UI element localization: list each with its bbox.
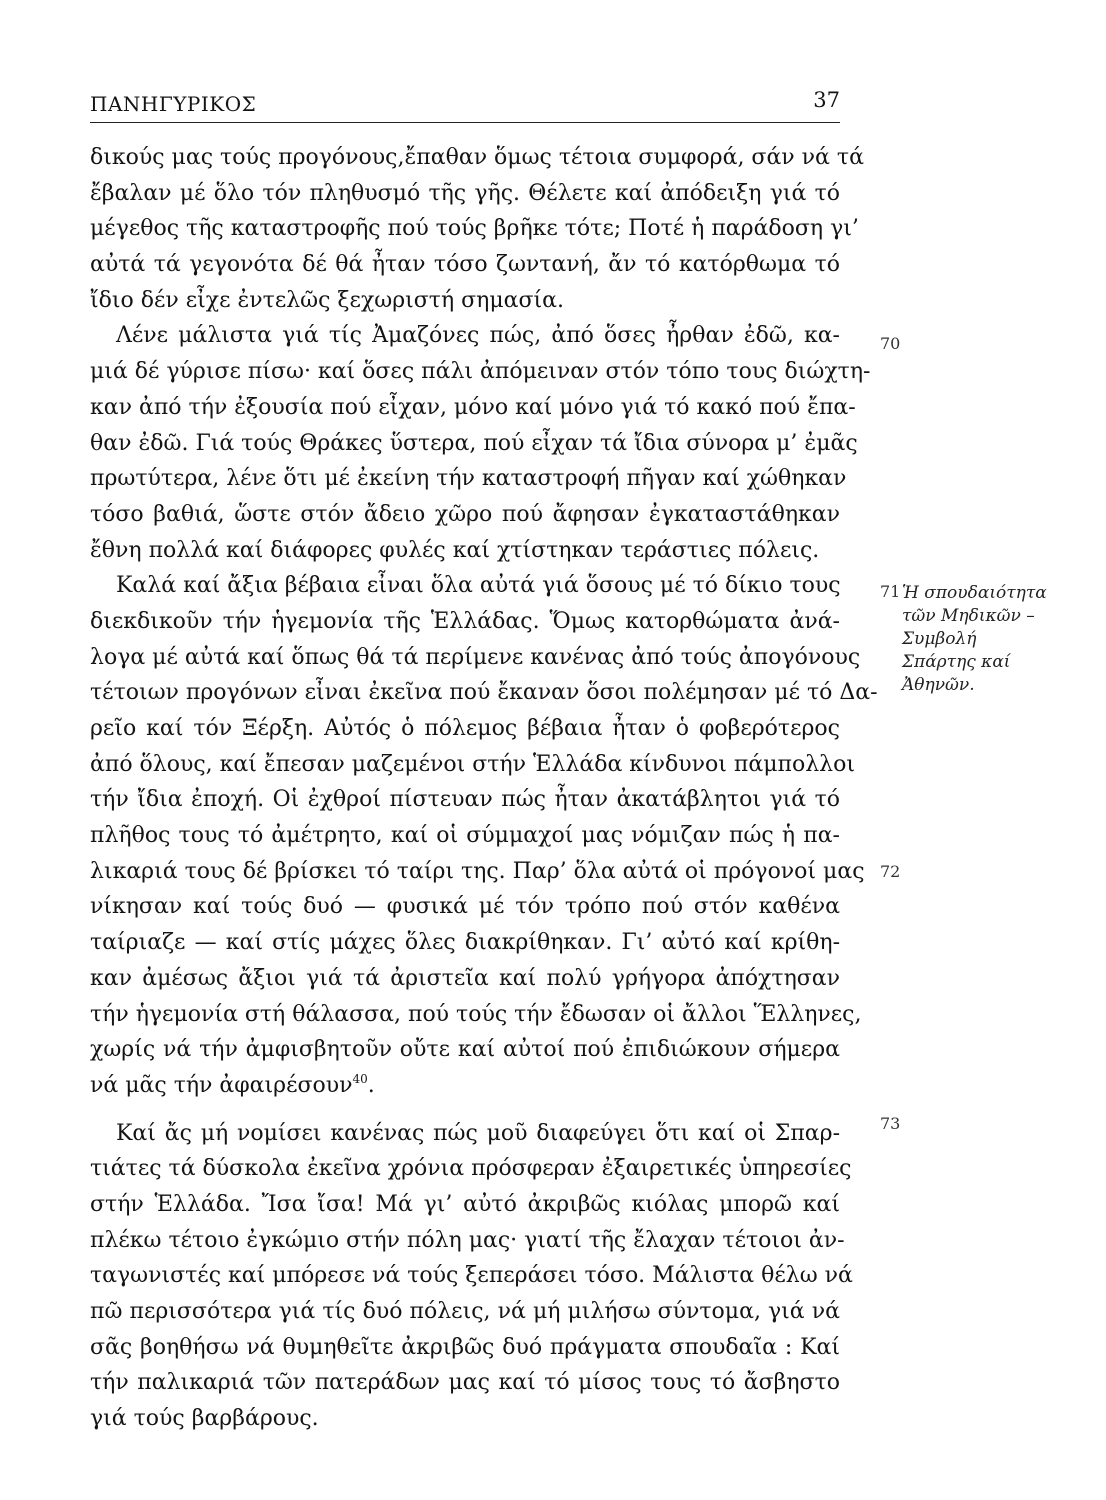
text-line: διεκδικοῦν τήν ἡγεμονία τῆς Ἑλλάδας. Ὅμως κατορθώματα ἀνά-	[90, 608, 840, 634]
body-text	[90, 140, 878, 1437]
text-line: τέτοιων προγόνων εἶναι ἐκεῖνα πού ἔκαναν ὅσοι πολέμησαν μέ τό Δα-	[90, 680, 878, 706]
text-line: λογα μέ αὐτά καί ὅπως θά τά περίμενε κανένας ἀπό τούς ἀπογόνους	[90, 644, 861, 670]
text-line: τιάτες τά δύσκολα ἐκεῖνα χρόνια πρόσφεραν ἐξαιρετικές ὑπηρεσίες	[90, 1156, 852, 1182]
footnote-marker: 40	[352, 1071, 368, 1086]
text-line: τόσο βαθιά, ὥστε στόν ἄδειο χῶρο πού ἄφησαν ἐγκαταστάθηκαν	[90, 501, 840, 527]
text-line: ἀπό ὅλους, καί ἔπεσαν μαζεμένοι στήν Ἑλλάδα κίνδυνοι πάμπολλοι	[90, 751, 855, 777]
text-line: δικούς μας τούς προγόνους,ἔπαθαν ὅμως τέτοια συμφορά, σάν νά τά	[90, 145, 864, 170]
text-line: νίκησαν καί τούς δυό — φυσικά μέ τόν τρόπο πού στόν καθένα	[90, 894, 840, 920]
text-line: καν ἀμέσως ἄξιοι γιά τά ἀριστεῖα καί πολύ γρήγορα ἀπόχτησαν	[90, 965, 840, 991]
text-line: πῶ περισσότερα γιά τίς δυό πόλεις, νά μή μιλήσω σύντομα, γιά νά	[90, 1299, 840, 1324]
text-line: χωρίς νά τήν ἀμφισβητοῦν οὔτε καί αὐτοί πού ἐπιδιώκουν σήμερα	[90, 1037, 840, 1063]
running-title: ΠΑΝΗΓΥΡΙΚΟΣ	[90, 92, 257, 116]
text-line: τήν ἴδια ἐποχή. Οἱ ἐχθροί πίστευαν πώς ἦταν ἀκατάβλητοι γιά τό	[90, 787, 840, 813]
margin-note: Ἡ σπουδαιότητα τῶν Μηδικῶν – Συμβολή Σπάρτης καί Ἀθηνῶν.	[902, 583, 1047, 695]
paragraph-number: 72	[880, 862, 901, 881]
text-line: ταίριαζε — καί στίς μάχες ὅλες διακρίθηκαν. Γι’ αὐτό καί κρίθη-	[90, 930, 840, 956]
text-line: σᾶς βοηθήσω νά θυμηθεῖτε ἀκριβῶς δυό πράγματα σπουδαῖα : Καί	[90, 1334, 840, 1360]
text-line: καν ἀπό τήν ἐξουσία πού εἶχαν, μόνο καί μόνο γιά τό κακό πού ἔπα-	[90, 394, 856, 420]
text-line: αὐτά τά γεγονότα δέ θά ἦταν τόσο ζωντανή, ἄν τό κατόρθωμα τό	[90, 252, 840, 278]
text-line: λικαριά τους δέ βρίσκει τό ταίρι της. Παρ’ ὅλα αὐτά οἱ πρόγονοί μας	[90, 858, 865, 884]
text-line: γιά τούς βαρβάρους.	[90, 1406, 319, 1432]
text-line: πρωτύτερα, λένε ὅτι μέ ἐκείνη τήν καταστροφή πῆγαν καί χώθηκαν	[90, 466, 847, 492]
text-line: πλέκω τέτοιο ἐγκώμιο στήν πόλη μας· γιατί τῆς ἔλαχαν τέτοιοι ἀν-	[90, 1227, 845, 1253]
running-head	[90, 86, 840, 123]
text-line: Λένε μάλιστα γιά τίς Ἀμαζόνες πώς, ἀπό ὅσες ἦρθαν ἐδῶ, κα-	[116, 323, 840, 349]
text-line: θαν ἐδῶ. Γιά τούς Θράκες ὕστερα, πού εἶχαν τά ἴδια σύνορα μ’ ἐμᾶς	[90, 430, 858, 456]
text-line: Καί ἄς μή νομίσει κανένας πώς μοῦ διαφεύγει ὅτι καί οἱ Σπαρ-	[116, 1120, 840, 1146]
paragraph-number: 71	[880, 582, 901, 601]
text-line: μιά δέ γύρισε πίσω· καί ὅσες πάλι ἀπόμειναν στόν τόπο τους διώχτη-	[90, 359, 871, 385]
text-line-with-footnote	[90, 1068, 840, 1104]
text-line: ἔθνη πολλά καί διάφορες φυλές καί χτίστηκαν τεράστιες πόλεις.	[90, 537, 820, 563]
text-line: μέγεθος τῆς καταστροφῆς πού τούς βρῆκε τότε; Ποτέ ἡ παράδοση γι’	[90, 216, 859, 242]
footnote-tail: .	[367, 1072, 375, 1098]
text-line: τήν ἡγεμονία στή θάλασσα, πού τούς τήν ἔδωσαν οἱ ἄλλοι Ἕλληνες,	[90, 1001, 862, 1027]
text-line: τήν παλικαριά τῶν πατεράδων μας καί τό μίσος τους τό ἄσβηστο	[90, 1370, 840, 1396]
text-line: Καλά καί ἄξια βέβαια εἶναι ὅλα αὐτά γιά ὅσους μέ τό δίκιο τους	[116, 573, 841, 599]
paragraph-number: 73	[880, 1114, 901, 1133]
text-line: ἔβαλαν μέ ὅλο τόν πληθυσμό τῆς γῆς. Θέλετε καί ἀπόδειξη γιά τό	[90, 180, 840, 206]
text-line: ρεῖο καί τόν Ξέρξη. Αὐτός ὁ πόλεμος βέβαια ἦταν ὁ φοβερότερος	[90, 716, 840, 741]
text-line: ἴδιο δέν εἶχε ἐντελῶς ξεχωριστή σημασία.	[90, 287, 564, 313]
page-number: 37	[813, 88, 840, 112]
text-line: πλῆθος τους τό ἀμέτρητο, καί οἱ σύμμαχοί μας νόμιζαν πώς ἡ πα-	[90, 823, 840, 849]
text-line: νά μᾶς τήν ἀφαιρέσουν	[90, 1072, 353, 1098]
text-line: στήν Ἑλλάδα. Ἴσα ἴσα! Μά γι’ αὐτό ἀκριβῶς κιόλας μπορῶ καί	[90, 1191, 840, 1217]
paragraph-number: 70	[880, 334, 901, 353]
text-line: ταγωνιστές καί μπόρεσε νά τούς ξεπεράσει τόσο. Μάλιστα θέλω νά	[90, 1263, 853, 1289]
